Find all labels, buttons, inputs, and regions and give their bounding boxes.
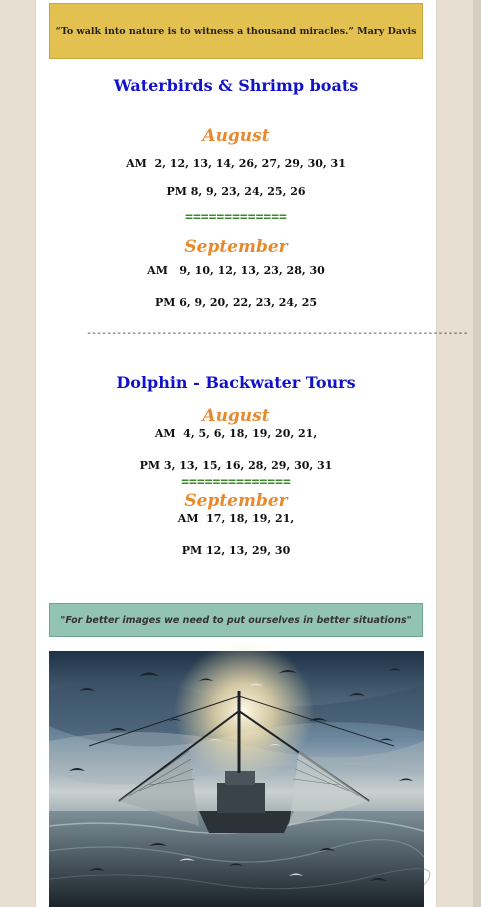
dolphin-september-am: AM 17, 18, 19, 21,	[177, 512, 295, 525]
dolphin-september-pm: PM 12, 13, 29, 30	[181, 544, 291, 557]
dolphin-heading: Dolphin - Backwater Tours	[116, 373, 356, 392]
nature-quote-text: “To walk into nature is to witness a thousand miracles.” Mary Davis	[55, 25, 417, 37]
waterbirds-heading: Waterbirds & Shrimp boats	[113, 76, 359, 95]
dolphin-august-label: August	[202, 406, 270, 426]
section-divider: ----------------------------------------------------------------------------	[86, 328, 468, 339]
dolphin-september-label: September	[184, 491, 288, 511]
content-column	[35, 0, 468, 907]
dolphin-august-pm: PM 3, 13, 15, 16, 28, 29, 30, 31	[139, 459, 333, 472]
waterbirds-august-pm: PM 8, 9, 23, 24, 25, 26	[166, 185, 306, 198]
waterbirds-september-am: AM 9, 10, 12, 13, 23, 28, 30	[147, 264, 325, 277]
waterbirds-september-label: September	[184, 237, 288, 257]
shrimp-boat-photo	[49, 651, 424, 907]
waterbirds-september-pm: PM 6, 9, 20, 22, 23, 24, 25	[154, 296, 318, 309]
waterbirds-separator: =============	[185, 210, 287, 225]
right-edge-strip	[473, 0, 481, 907]
waterbirds-august-am: AM 2, 12, 13, 14, 26, 27, 29, 30, 31	[126, 157, 346, 170]
dolphin-august-am: AM 4, 5, 6, 18, 19, 20, 21,	[154, 427, 318, 440]
better-images-quote-text: "For better images we need to put ourselves in better situations"	[60, 614, 412, 626]
nature-quote-banner	[49, 3, 423, 59]
waterbirds-august-label: August	[202, 126, 270, 146]
dolphin-separator: ==============	[181, 475, 291, 490]
better-images-quote-banner	[49, 603, 423, 637]
